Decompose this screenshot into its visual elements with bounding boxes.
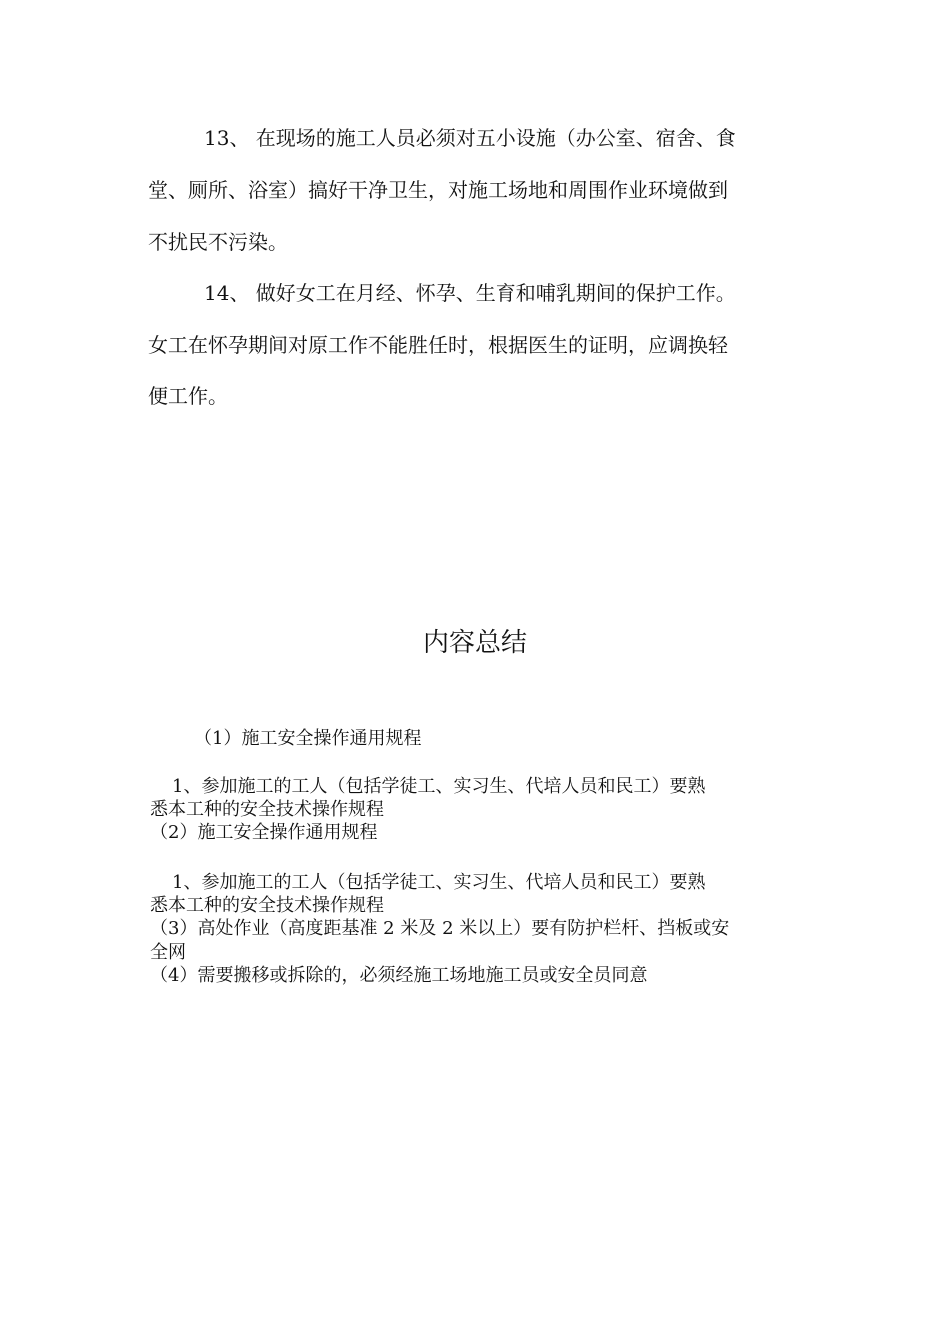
summary-line: 1、参加施工的工人（包括学徒工、实习生、代培人员和民工）要熟 xyxy=(172,776,706,797)
summary-line: （1）施工安全操作通用规程 xyxy=(194,728,422,749)
summary-line: 1、参加施工的工人（包括学徒工、实习生、代培人员和民工）要熟 xyxy=(172,872,706,893)
summary-line: （3）高处作业（高度距基准 2 米及 2 米以上）要有防护栏杆、挡板或安 xyxy=(150,918,730,939)
summary-line: 悉本工种的安全技术操作规程 xyxy=(150,799,384,820)
summary-line: （2）施工安全操作通用规程 xyxy=(150,822,378,843)
paragraph-line: 不扰民不污染。 xyxy=(148,230,288,254)
summary-title: 内容总结 xyxy=(422,628,527,658)
paragraph-line: 堂、厕所、浴室）搞好干净卫生，对施工场地和周围作业环境做到 xyxy=(148,178,728,202)
paragraph-line: 便工作。 xyxy=(148,384,228,408)
paragraph-line: 女工在怀孕期间对原工作不能胜任时，根据医生的证明，应调换轻 xyxy=(148,333,728,357)
summary-line: （4）需要搬移或拆除的，必须经施工场地施工员或安全员同意 xyxy=(150,965,648,986)
paragraph-line: 13、 在现场的施工人员必须对五小设施（办公室、宿舍、食 xyxy=(204,126,736,150)
summary-line: 全网 xyxy=(150,942,186,963)
paragraph-line: 14、 做好女工在月经、怀孕、生育和哺乳期间的保护工作。 xyxy=(204,281,736,305)
summary-line: 悉本工种的安全技术操作规程 xyxy=(150,895,384,916)
